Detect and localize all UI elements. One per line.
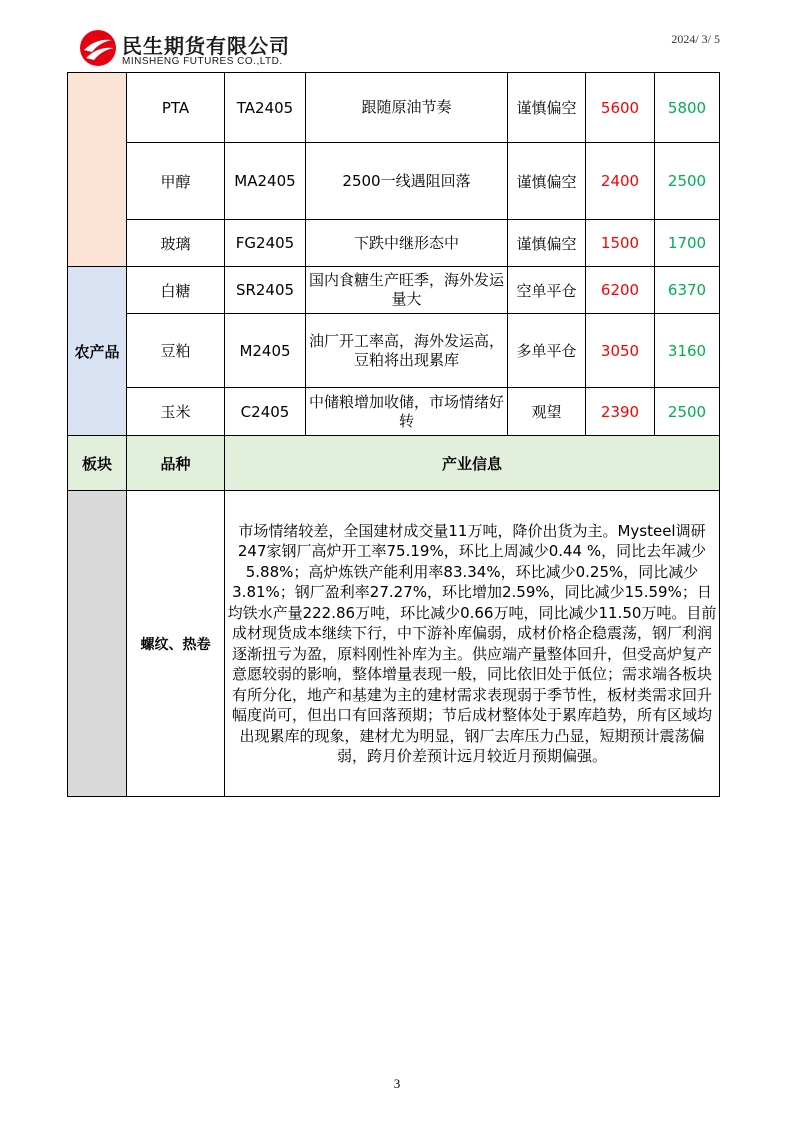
- contract-cell: M2405: [225, 314, 306, 388]
- industry-info-text: 市场情绪较差，全国建材成交量11万吨，降价出货为主。Mysteel调研247家钢厂高炉开工率75.19%，环比上周减少0.44 %，同比去年减少5.88%；高炉炼铁产能利用率83.34%，环比减少0.25%，同比减少3.81%；钢厂盈利率27.27%，环比增加2.59%，同比减少15.59%；日均铁水产量222.86万吨，环比减少0.66万吨，同比减少11.50万吨。目前成材现货成本继续下行，中下游补库偏弱，成材价格企稳震荡，钢厂利润逐渐扭亏为盈，原料刚性补库为主。供应端产量整体回升，但受高炉复产意愿较弱的影响，整体增量表现一般，同比依旧处于低位；需求端各板块有所分化，地产和基建为主的建材需求表现弱于季节性，板材类需求回升幅度尚可，但出口有回落预期；节后成材整体处于累库趋势，所有区域均出现累库的现象，建材尤为明显，钢厂去库压力凸显，短期预计震荡偏弱，跨月价差预计远月较近月预期偏强。: [225, 491, 720, 797]
- support-price-cell: 6200: [586, 267, 655, 314]
- variety-cell: 甲醇: [127, 143, 225, 220]
- variety-cell: 豆粕: [127, 314, 225, 388]
- minsheng-logo-icon: [78, 28, 118, 68]
- table-row: [68, 314, 720, 388]
- info-header-row: [68, 436, 720, 491]
- variety-cell-steel: 螺纹、热卷: [127, 491, 225, 797]
- header-variety: 品种: [127, 436, 225, 491]
- view-cell: 空单平仓: [508, 267, 586, 314]
- support-price-cell: 5600: [586, 73, 655, 143]
- table-row: [68, 220, 720, 267]
- strategy-table: [67, 72, 720, 797]
- header-sector: 板块: [68, 436, 127, 491]
- resistance-price-cell: 2500: [655, 143, 720, 220]
- logic-cell: 国内食糖生产旺季，海外发运量大: [306, 267, 508, 314]
- sector-cell-steel: [68, 491, 127, 797]
- resistance-price-cell: 6370: [655, 267, 720, 314]
- header-info: 产业信息: [225, 436, 720, 491]
- table-row: [68, 267, 720, 314]
- page-number: 3: [393, 1076, 401, 1091]
- contract-cell: FG2405: [225, 220, 306, 267]
- resistance-price-cell: 2500: [655, 388, 720, 436]
- contract-cell: SR2405: [225, 267, 306, 314]
- logic-cell: 中储粮增加收储，市场情绪好转: [306, 388, 508, 436]
- contract-cell: C2405: [225, 388, 306, 436]
- view-cell: 谨慎偏空: [508, 220, 586, 267]
- view-cell: 谨慎偏空: [508, 143, 586, 220]
- contract-cell: TA2405: [225, 73, 306, 143]
- support-price-cell: 2390: [586, 388, 655, 436]
- logic-cell: 下跌中继形态中: [306, 220, 508, 267]
- resistance-price-cell: 3160: [655, 314, 720, 388]
- view-cell: 谨慎偏空: [508, 73, 586, 143]
- logic-cell: 跟随原油节奏: [306, 73, 508, 143]
- company-name-en: MINSHENG FUTURES CO.,LTD.: [122, 56, 283, 67]
- report-date: 2024/ 3/ 5: [671, 32, 720, 46]
- support-price-cell: 1500: [586, 220, 655, 267]
- view-cell: 多单平仓: [508, 314, 586, 388]
- contract-cell: MA2405: [225, 143, 306, 220]
- variety-cell: 玻璃: [127, 220, 225, 267]
- variety-cell: 玉米: [127, 388, 225, 436]
- view-cell: 观望: [508, 388, 586, 436]
- variety-cell: PTA: [127, 73, 225, 143]
- table-row: [68, 388, 720, 436]
- support-price-cell: 2400: [586, 143, 655, 220]
- logic-cell: 2500一线遇阻回落: [306, 143, 508, 220]
- resistance-price-cell: 1700: [655, 220, 720, 267]
- table-row: [68, 73, 720, 143]
- resistance-price-cell: 5800: [655, 73, 720, 143]
- table-row: [68, 143, 720, 220]
- sector-cell-agri: 农产品: [68, 267, 127, 436]
- page-header: [78, 26, 728, 72]
- logic-cell: 油厂开工率高，海外发运高，豆粕将出现累库: [306, 314, 508, 388]
- support-price-cell: 3050: [586, 314, 655, 388]
- company-name-cn: 民生期货有限公司: [122, 34, 290, 58]
- variety-cell: 白糖: [127, 267, 225, 314]
- sector-cell-chemical: [68, 73, 127, 267]
- steel-info-row: [68, 491, 720, 797]
